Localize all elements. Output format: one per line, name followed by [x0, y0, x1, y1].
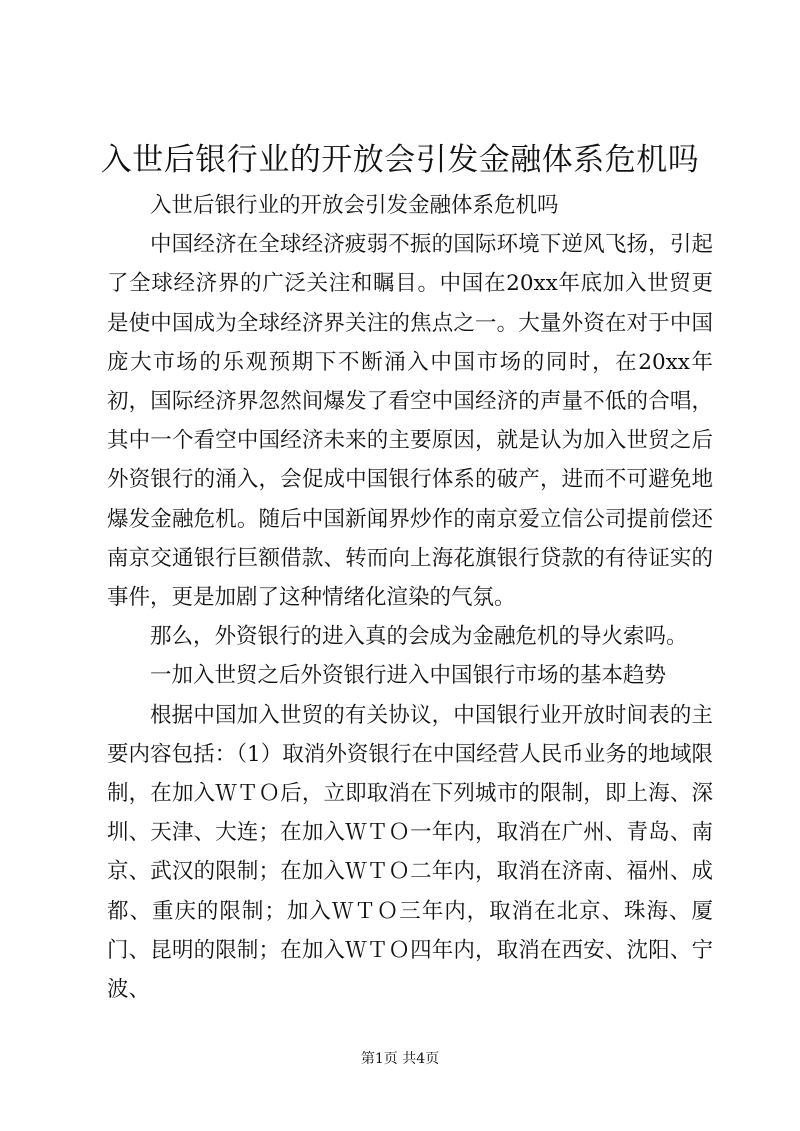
- section-heading: 一加入世贸之后外资银行进入中国银行市场的基本趋势: [150, 663, 667, 689]
- paragraph-question: 那么，外资银行的进入真的会成为金融危机的导火索吗。: [150, 624, 688, 650]
- paragraph-schedule: 根据中国加入世贸的有关协议，中国银行业开放时间表的主要内容包括：（1）取消外资银行在中国经营人民币业务的地域限制，在加入ＷＴＯ后，立即取消在下列城市的限制，即上海、深圳、天津、大连；在加入ＷＴＯ一年内，取消在广州、青岛、南京、武汉的限制；在加入ＷＴＯ二年内，取消在济南、福州、成都、重庆的限制；加入ＷＴＯ三年内，取消在北京、珠海、厦门、昆明的限制；在加入ＷＴＯ四年内，取消在西安、沈阳、宁波、: [107, 702, 713, 1003]
- document-body: [107, 186, 713, 1009]
- page-footer: 第1页 共4页: [360, 1051, 440, 1067]
- paragraph-subtitle: 入世后银行业的开放会引发金融体系危机吗: [150, 193, 559, 218]
- paragraph-intro: 中国经济在全球经济疲弱不振的国际环境下逆风飞扬，引起了全球经济界的广泛关注和瞩目。中国在20xx年底加入世贸更是使中国成为全球经济界关注的焦点之一。大量外资在对于中国庞大市场的乐观预期下不断涌入中国市场的同时，在20xx年初，国际经济界忽然间爆发了看空中国经济的声量不低的合唱，其中一个看空中国经济未来的主要原因，就是认为加入世贸之后外资银行的涌入，会促成中国银行体系的破产，进而不可避免地爆发金融危机。随后中国新闻界炒作的南京爱立信公司提前偿还南京交通银行巨额借款、转而向上海花旗银行贷款的有待证实的事件，更是加剧了这种情绪化渲染的气氛。: [107, 232, 713, 611]
- document-title: 入世后银行业的开放会引发金融体系危机吗: [100, 142, 700, 178]
